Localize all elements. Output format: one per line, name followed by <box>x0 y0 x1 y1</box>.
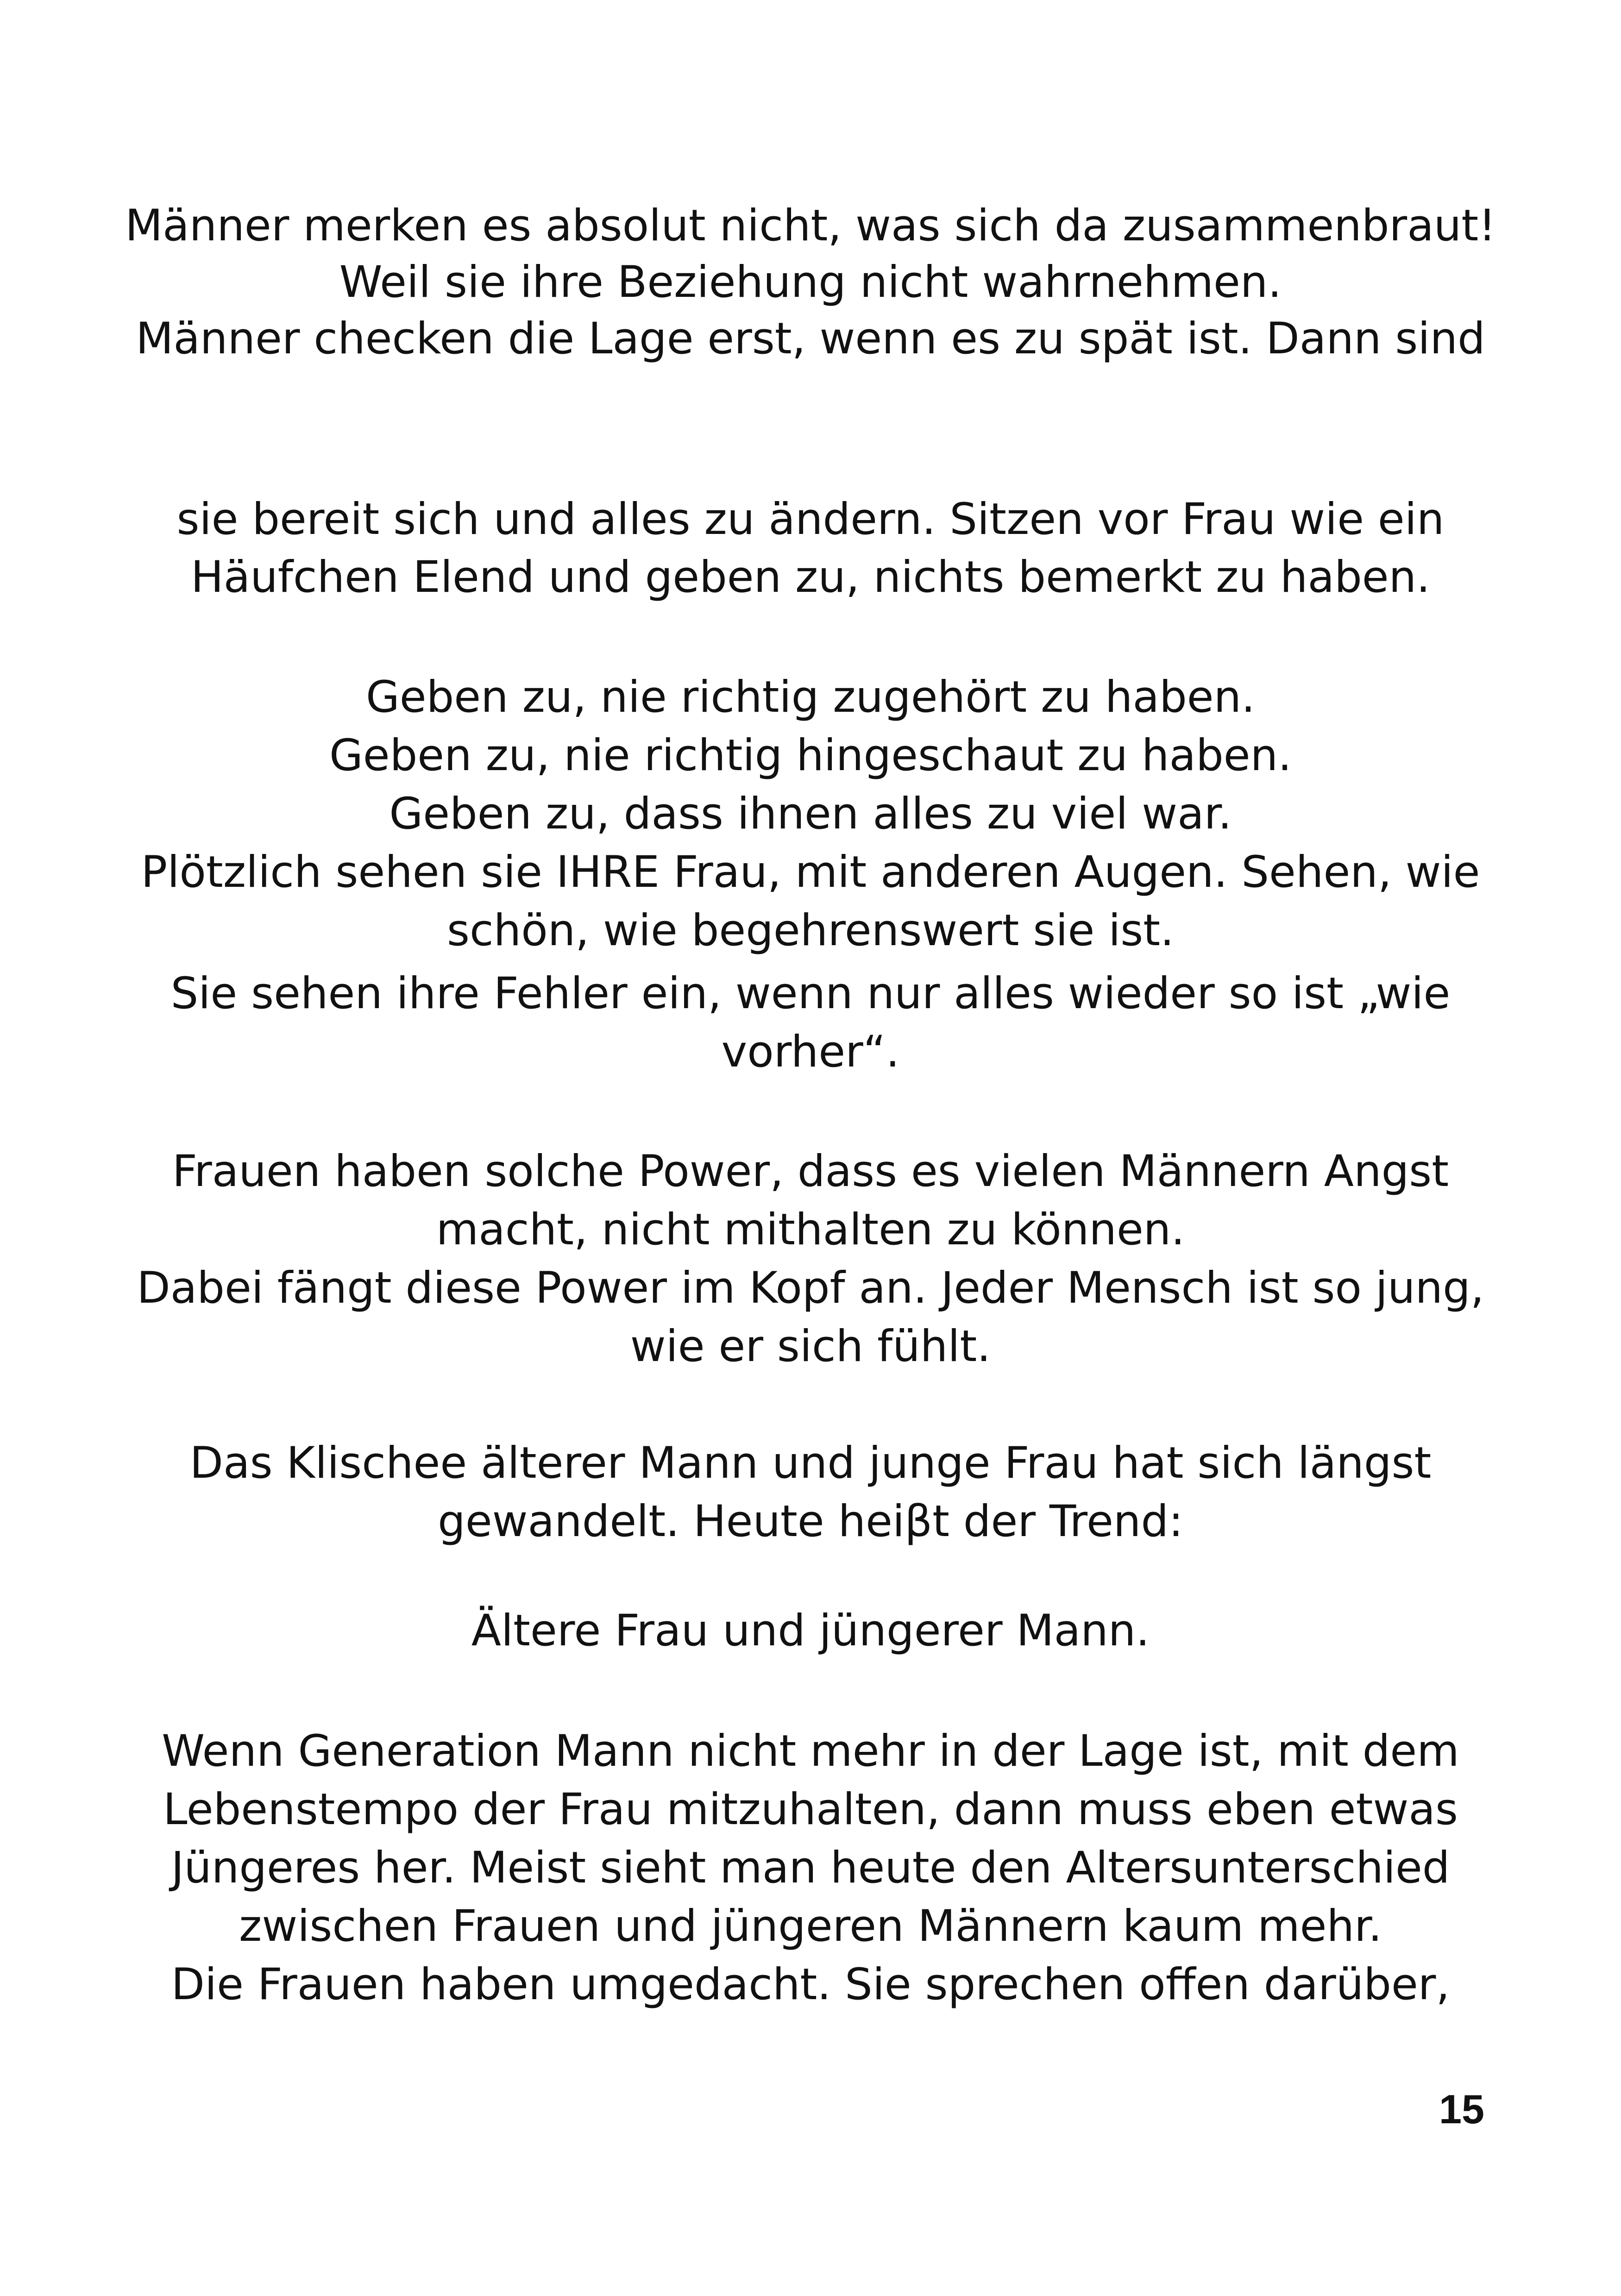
text-line: gewandelt. Heute heiβt der Trend: <box>438 1496 1183 1547</box>
text-line: Weil sie ihre Beziehung nicht wahrnehmen. <box>339 257 1282 307</box>
text-line: Jüngeres her. Meist sieht man heute den Altersunterschied <box>171 1843 1450 1893</box>
text-line: Frauen haben solche Power, dass es vielen Männern Angst <box>172 1146 1449 1197</box>
text-line: Plötzlich sehen sie IHRE Frau, mit anderen Augen. Sehen, wie <box>141 847 1480 897</box>
text-line: Dabei fängt diese Power im Kopf an. Jeder Mensch ist so jung, <box>137 1263 1484 1313</box>
text-line: Geben zu, dass ihnen alles zu viel war. <box>389 789 1232 839</box>
text-line: Das Klischee älterer Mann und junge Frau hat sich längst <box>189 1438 1432 1488</box>
text-line: sie bereit sich und alles zu ändern. Sitzen vor Frau wie ein <box>176 494 1445 545</box>
text-line: Männer merken es absolut nicht, was sich da zusammenbraut! <box>125 201 1496 251</box>
text-line: Häufchen Elend und geben zu, nichts bemerkt zu haben. <box>190 552 1431 602</box>
text-line: Wenn Generation Mann nicht mehr in der Lage ist, mit dem <box>162 1726 1459 1776</box>
text-line: Sie sehen ihre Fehler ein, wenn nur alles wieder so ist „wie <box>170 968 1451 1019</box>
text-line: Geben zu, nie richtig hingeschaut zu haben. <box>329 730 1292 781</box>
text-line: schön, wie begehrenswert sie ist. <box>446 905 1175 956</box>
text-line: zwischen Frauen und jüngeren Männern kaum mehr. <box>239 1901 1382 1951</box>
text-line: vorher“. <box>721 1027 900 1077</box>
text-line: Ältere Frau und jüngerer Mann. <box>471 1606 1150 1656</box>
text-line: Geben zu, nie richtig zugehört zu haben. <box>365 672 1256 722</box>
text-line: Lebenstempo der Frau mitzuhalten, dann muss eben etwas <box>163 1784 1458 1835</box>
text-line: wie er sich fühlt. <box>630 1321 991 1372</box>
text-line: macht, nicht mithalten zu können. <box>436 1204 1185 1255</box>
text-line: Männer checken die Lage erst, wenn es zu spät ist. Dann sind <box>136 314 1485 364</box>
page-number: 15 <box>1439 2086 1484 2132</box>
text-line: Die Frauen haben umgedacht. Sie sprechen offen darüber, <box>171 1959 1450 2010</box>
